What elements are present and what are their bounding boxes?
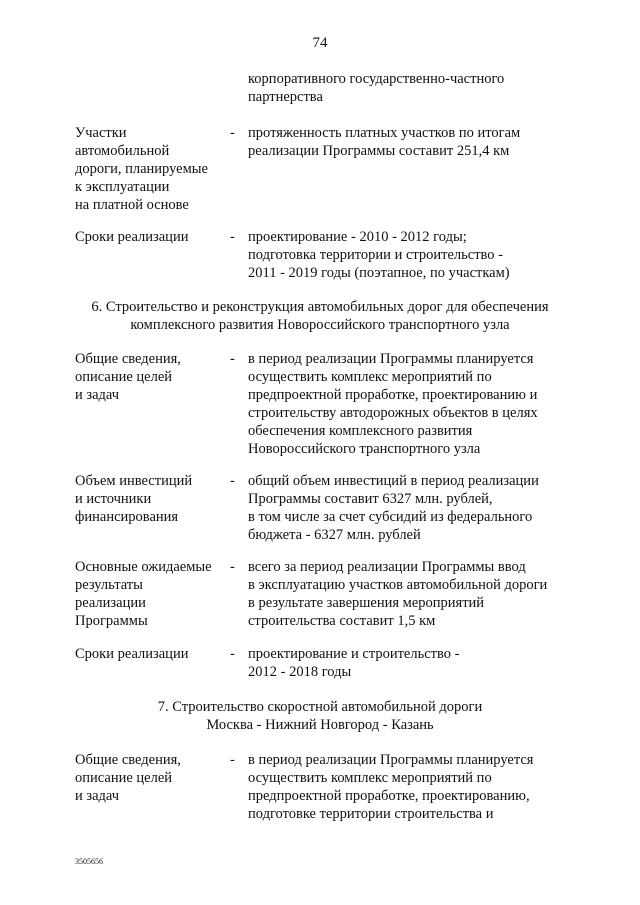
text-line: корпоративного государственно-частного (248, 71, 505, 87)
dash-separator: - (230, 229, 235, 245)
field-label (75, 228, 225, 246)
field-label (75, 472, 225, 526)
text-line: Основные ожидаемые (75, 559, 212, 575)
text-line: общий объем инвестиций в период реализации (248, 473, 539, 489)
text-line: и задач (75, 387, 120, 403)
dash-separator: - (230, 646, 235, 662)
text-line: Объем инвестиций (75, 473, 193, 489)
text-line: финансирования (75, 509, 179, 525)
text-line: строительства составит 1,5 км (248, 613, 436, 629)
text-line: обеспечения комплексного развития (248, 423, 473, 439)
text-line: Общие сведения, (75, 752, 181, 768)
heading-line: 6. Строительство и реконструкция автомобильных дорог для обеспечения (91, 299, 549, 315)
text-line: в эксплуатацию участков автомобильной дороги (248, 577, 548, 593)
field-label (75, 558, 225, 630)
section-7-heading (0, 698, 640, 734)
text-line: предпроектной проработке, проектированию, (248, 788, 530, 804)
dash-separator: - (230, 559, 235, 575)
field-value (248, 228, 578, 282)
text-line: подготовка территории и строительство - (248, 247, 504, 263)
text-line: в период реализации Программы планируется (248, 752, 534, 768)
dash-separator: - (230, 125, 235, 141)
text-line: результаты (75, 577, 143, 593)
text-line: партнерства (248, 89, 323, 105)
text-line: Новороссийского транспортного узла (248, 441, 481, 457)
text-line: Программы (75, 613, 148, 629)
field-label (75, 350, 225, 404)
text-line: Сроки реализации (75, 229, 189, 245)
text-line: бюджета - 6327 млн. рублей (248, 527, 421, 543)
text-line: 2011 - 2019 годы (поэтапное, по участкам) (248, 265, 510, 281)
text-line: дороги, планируемые (75, 161, 208, 177)
field-label (75, 751, 225, 805)
text-line: протяженность платных участков по итогам (248, 125, 521, 141)
text-line: автомобильной (75, 143, 170, 159)
text-line: всего за период реализации Программы ввод (248, 559, 526, 575)
text-line: и задач (75, 788, 120, 804)
field-value (248, 350, 578, 458)
document-code: 3505656 (75, 857, 103, 866)
text-line: 2012 - 2018 годы (248, 664, 352, 680)
text-line: Программы составит 6327 млн. рублей, (248, 491, 493, 507)
text-line: к эксплуатации (75, 179, 170, 195)
text-line: и источники (75, 491, 152, 507)
text-line: осуществить комплекс мероприятий по (248, 770, 492, 786)
text-line: Сроки реализации (75, 646, 189, 662)
field-value (248, 472, 578, 544)
field-value (248, 124, 578, 160)
heading-line: Москва - Нижний Новгород - Казань (206, 717, 434, 733)
text-line: строительству автодорожных объектов в целях (248, 405, 538, 421)
text-line: на платной основе (75, 197, 189, 213)
field-value (248, 558, 578, 630)
text-line: проектирование и строительство - (248, 646, 460, 662)
field-label (75, 645, 225, 663)
text-line: осуществить комплекс мероприятий по (248, 369, 492, 385)
text-line: реализации (75, 595, 146, 611)
text-line: в период реализации Программы планируется (248, 351, 534, 367)
text-line: подготовке территории строительства и (248, 806, 494, 822)
field-value (248, 751, 578, 823)
text-line: проектирование - 2010 - 2012 годы; (248, 229, 467, 245)
text-line: предпроектной проработке, проектированию и (248, 387, 538, 403)
text-line: описание целей (75, 770, 173, 786)
page-number: 74 (312, 35, 328, 51)
field-value (248, 645, 578, 681)
dash-separator: - (230, 752, 235, 768)
heading-line: 7. Строительство скоростной автомобильной дороги (157, 699, 483, 715)
text-line: реализации Программы составит 251,4 км (248, 143, 510, 159)
text-line: Общие сведения, (75, 351, 181, 367)
dash-separator: - (230, 351, 235, 367)
section-6-heading (0, 298, 640, 334)
text-line: Участки (75, 125, 127, 141)
dash-separator: - (230, 473, 235, 489)
text-line: описание целей (75, 369, 173, 385)
text-line: в результате завершения мероприятий (248, 595, 485, 611)
field-label (75, 124, 225, 214)
heading-line: комплексного развития Новороссийского транспортного узла (130, 317, 510, 333)
text-line: в том числе за счет субсидий из федерального (248, 509, 533, 525)
